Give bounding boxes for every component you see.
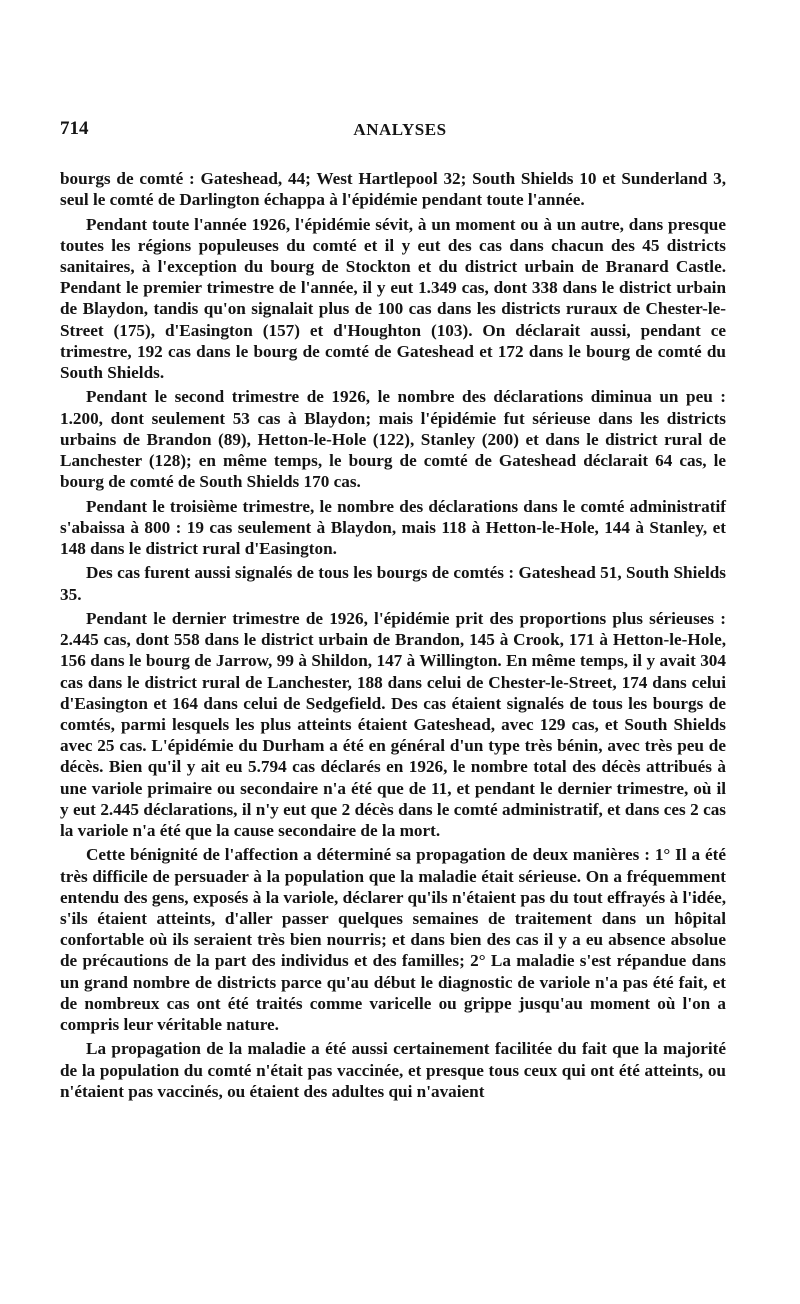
paragraph-second-quarter: Pendant le second trimestre de 1926, le nombre des déclarations diminua un peu : 1.200, dont seulement 53 cas à Blaydon; mais l'épidémie fut sérieuse dans les districts urbains de Brandon (89), Hetton-le-Hole (122), Stanley (200) et dans le district rural de Lanchester (128); en même temps, le bourg de comté de Gateshead déclarait 64 cas, le bourg de comté de South Shields 170 cas. xyxy=(60,387,726,492)
paragraph-benign-nature: Cette bénignité de l'affection a déterminé sa propagation de deux manières : 1° Il a été très difficile de persuader à la population que la maladie était sérieuse. On a fréquemment entendu des gens, exposés à la variole, déclarer qu'ils n'étaient pas du tout effrayés à l'idée, s'ils étaient atteints, d'aller passer quelques semaines de traitement dans un hôpital confortable où ils seraient très bien nourris; et dans bien des cas il y a eu absence absolue de précautions de la part des individus et des familles; 2° La maladie s'est répandue dans un grand nombre de districts parce qu'au début le diagnostic de variole n'a pas été fait, et de nombreux cas ont été traités comme varicelle ou grippe jusqu'au moment où l'on a compris leur véritable nature. xyxy=(60,845,726,1035)
paragraph-county-boroughs: Des cas furent aussi signalés de tous les bourgs de comtés : Gateshead 51, South Shields 35. xyxy=(60,563,726,604)
paragraph-vaccination: La propagation de la maladie a été aussi certainement facilitée du fait que la majorité de la population du comté n'était pas vaccinée, et presque tous ceux qui ont été atteints, ou n'étaient pas vaccinés, ou étaient des adultes qui n'avaient xyxy=(60,1039,726,1101)
page-header xyxy=(60,118,740,148)
paragraph-last-quarter: Pendant le dernier trimestre de 1926, l'épidémie prit des proportions plus sérieuses : 2.445 cas, dont 558 dans le district urbain de Brandon, 145 à Crook, 171 à Hetton-le-Hole, 156 dans le bourg de Jarrow, 99 à Shildon, 147 à Willington. En même temps, il y avait 304 cas dans le district rural de Lanchester, 188 dans celui de Chester-le-Street, 174 dans celui d'Easington et 164 dans celui de Sedgefield. Des cas étaient signalés de tous les bourgs de comtés, parmi lesquels les plus atteints étaient Gateshead, avec 129 cas, et South Shields avec 25 cas. L'épidémie du Durham a été en général d'un type très bénin, avec très peu de décès. Bien qu'il y ait eu 5.794 cas déclarés en 1926, le nombre total des décès attribués à une variole primaire ou secondaire n'a été que de 11, et pendant le dernier trimestre, où il y eut 2.445 déclarations, il n'y eut que 2 décès dans le comté administratif, et dans ces 2 cas la variole n'a été que la cause secondaire de la mort. xyxy=(60,609,726,841)
paragraph-continuation: bourgs de comté : Gateshead, 44; West Hartlepool 32; South Shields 10 et Sunderland 3, seul le comté de Darlington échappa à l'épidémie pendant toute l'année. xyxy=(60,169,726,210)
paragraph-third-quarter: Pendant le troisième trimestre, le nombre des déclarations dans le comté administratif s'abaissa à 800 : 19 cas seulement à Blaydon, mais 118 à Hetton-le-Hole, 144 à Stanley, et 148 dans le district rural d'Easington. xyxy=(60,496,726,559)
running-title: ANALYSES xyxy=(353,120,447,139)
body-text xyxy=(60,168,726,1105)
page-number: 714 xyxy=(60,118,89,139)
paragraph-first-quarter: Pendant toute l'année 1926, l'épidémie sévit, à un moment ou à un autre, dans presque toutes les régions populeuses du comté et il y eut des cas dans chacun des 45 districts sanitaires, à l'exception du bourg de Stockton et du district urbain de Branard Castle. Pendant le premier trimestre de l'année, il y eut 1.349 cas, dont 338 dans le district urbain de Blaydon, tandis qu'on signalait plus de 100 cas dans les districts ruraux de Chester-le-Street (175), d'Easington (157) et d'Houghton (103). On déclarait aussi, pendant ce trimestre, 192 cas dans le bourg de comté de Gateshead et 172 dans le bourg de comté du South Shields. xyxy=(60,214,726,383)
